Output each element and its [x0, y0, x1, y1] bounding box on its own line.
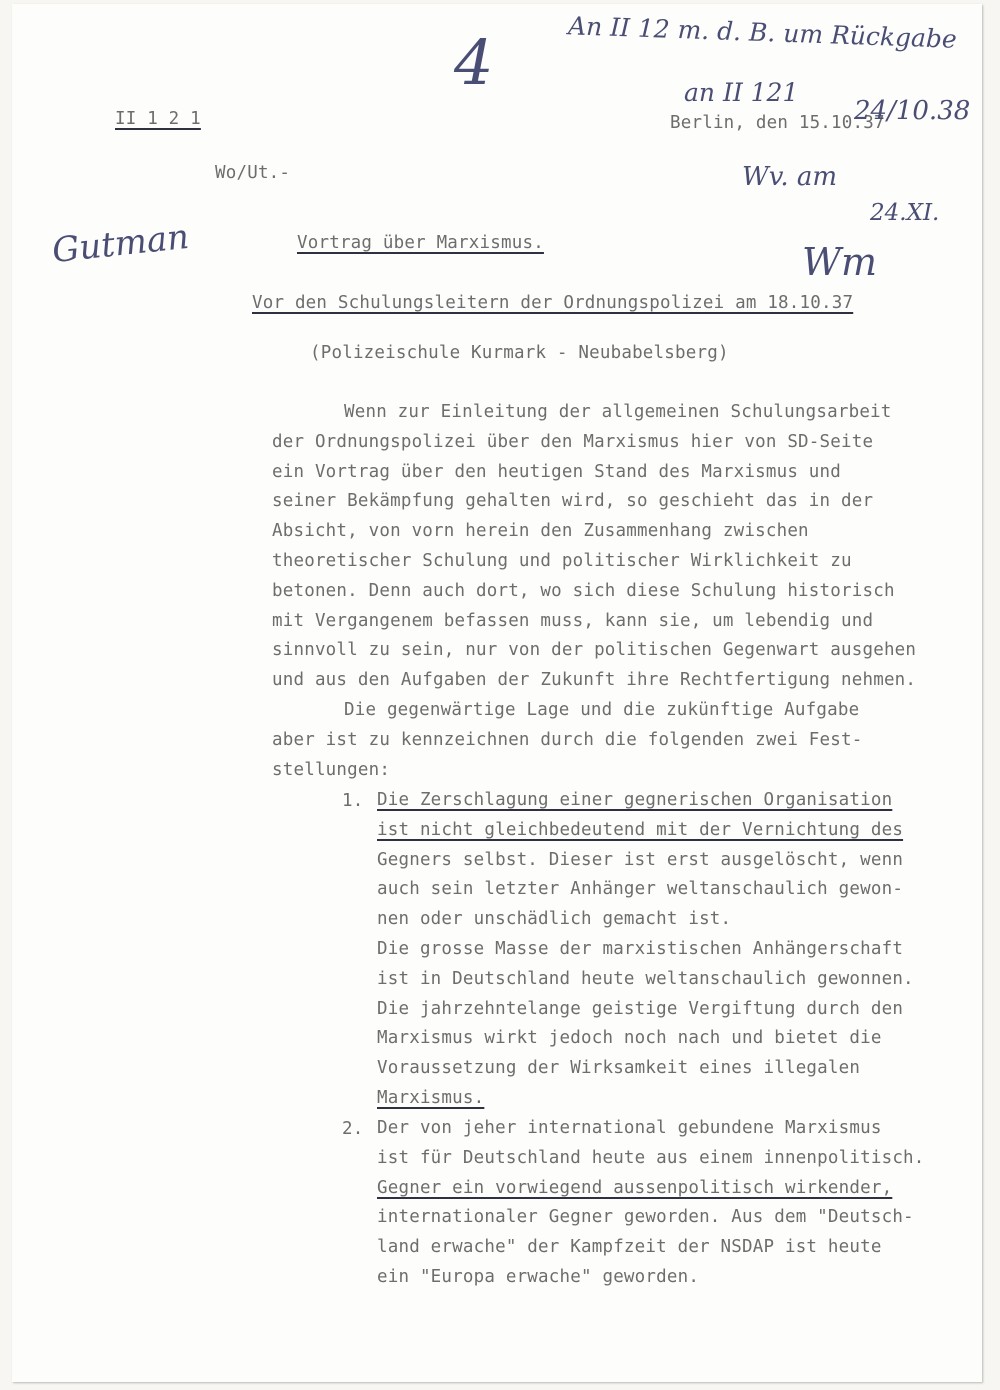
- text-line: aber ist zu kennzeichnen durch die folgenden zwei Fest-: [272, 729, 863, 750]
- point-1: [377, 786, 914, 1114]
- text-line: ein Vortrag über den heutigen Stand des Marxismus und: [272, 461, 842, 482]
- handwritten-date-note: 24/10.38: [854, 96, 971, 126]
- document-page: [12, 4, 982, 1382]
- text-line: ist in Deutschland heute weltanschaulich gewonnen.: [377, 968, 914, 989]
- text-line: Gegner ein vorwiegend aussenpolitisch wirkender,: [377, 1177, 893, 1198]
- text-line: Wenn zur Einleitung der allgemeinen Schulungsarbeit: [344, 402, 892, 422]
- text-line: ein "Europa erwache" geworden.: [377, 1266, 700, 1287]
- handwritten-number: 4: [454, 26, 494, 99]
- text-line: Die gegenwärtige Lage und die zukünftige Aufgabe: [344, 700, 860, 720]
- text-line: Gegners selbst. Dieser ist erst ausgelöscht, wenn: [377, 849, 904, 870]
- text-line: Voraussetzung der Wirksamkeit eines illegalen: [377, 1058, 861, 1079]
- text-line: nen oder unschädlich gemacht ist.: [377, 909, 732, 930]
- text-line: Marxismus.: [377, 1087, 485, 1108]
- lecture-audience: Vor den Schulungsleitern der Ordnungspolizei am 18.10.37: [252, 293, 854, 313]
- text-line: sinnvoll zu sein, nur von der politischen Gegenwart ausgehen: [272, 640, 917, 661]
- text-line: seiner Bekämpfung gehalten wird, so geschieht das in der: [272, 491, 874, 512]
- text-line: mit Vergangenem befassen muss, kann sie, um lebendig und: [272, 610, 874, 631]
- place-date: Berlin, den 15.10.37: [670, 113, 885, 133]
- point-number: 1.: [342, 791, 364, 811]
- text-line: betonen. Denn auch dort, wo sich diese Schulung historisch: [272, 580, 895, 601]
- text-line: land erwache" der Kampfzeit der NSDAP ist heute: [377, 1237, 882, 1258]
- text-line: Die grosse Masse der marxistischen Anhängerschaft: [377, 938, 904, 959]
- lecture-title: Vortrag über Marxismus.: [297, 233, 544, 253]
- lecture-location: (Polizeischule Kurmark - Neubabelsberg): [310, 343, 729, 363]
- handwritten-initials: Wm: [802, 240, 878, 284]
- paragraph-introduction: [272, 398, 916, 696]
- point-2: [377, 1114, 925, 1293]
- handwritten-wv-date: 24.XI.: [870, 200, 940, 226]
- paragraph-situation: [272, 696, 862, 785]
- text-line: Absicht, von vorn herein den Zusammenhang zwischen: [272, 521, 809, 542]
- handwritten-routing-line1: An II 12 m. d. B. um Rückgabe: [567, 11, 958, 54]
- text-line: ist nicht gleichbedeutend mit der Vernichtung des: [377, 819, 904, 840]
- text-line: ist für Deutschland heute aus einem innenpolitisch.: [377, 1147, 925, 1168]
- handwritten-routing-line2: an II 121: [684, 78, 799, 107]
- text-line: Der von jeher international gebundene Marxismus: [377, 1118, 882, 1138]
- text-line: Die jahrzehntelange geistige Vergiftung durch den: [377, 998, 904, 1019]
- point-number: 2.: [342, 1119, 364, 1139]
- text-line: und aus den Aufgaben der Zukunft ihre Rechtfertigung nehmen.: [272, 670, 917, 691]
- text-line: stellungen:: [272, 759, 391, 780]
- handwritten-wv-note: Wv. am: [742, 162, 838, 192]
- handwritten-signature: Gutman: [50, 216, 191, 272]
- typist-initials: Wo/Ut.-: [215, 163, 291, 183]
- text-line: theoretischer Schulung und politischer Wirklichkeit zu: [272, 550, 852, 571]
- text-line: Die Zerschlagung einer gegnerischen Organisation: [377, 790, 893, 810]
- reference-number: II 1 2 1: [115, 109, 201, 129]
- text-line: internationaler Gegner geworden. Aus dem "Deutsch-: [377, 1207, 914, 1228]
- text-line: der Ordnungspolizei über den Marxismus hier von SD-Seite: [272, 431, 874, 452]
- text-line: auch sein letzter Anhänger weltanschaulich gewon-: [377, 879, 904, 900]
- text-line: Marxismus wirkt jedoch noch nach und bietet die: [377, 1028, 882, 1049]
